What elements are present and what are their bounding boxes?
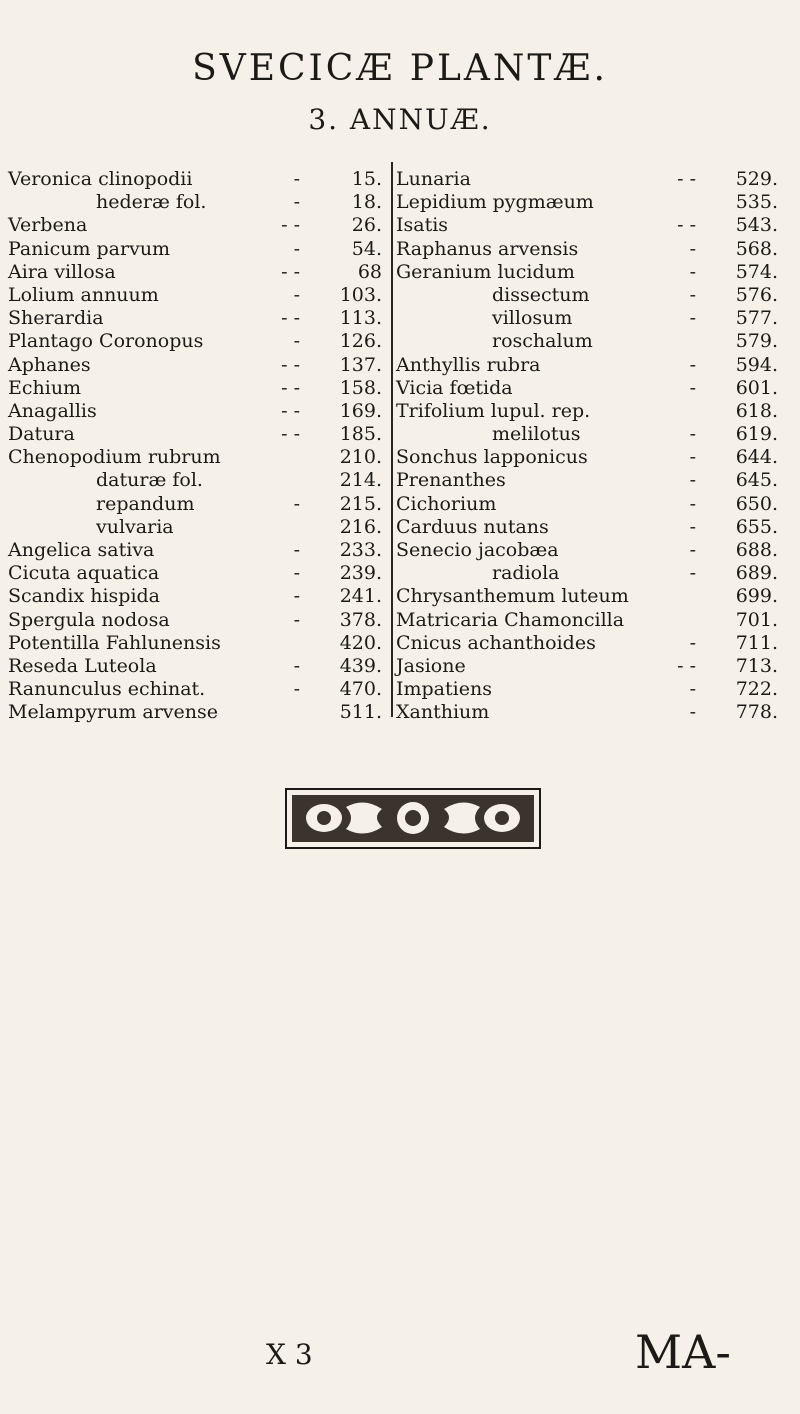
entry-number: 54. <box>351 237 382 260</box>
entry-number: 511. <box>339 701 382 724</box>
entry-number: 470. <box>339 678 382 701</box>
list-item <box>396 539 792 562</box>
leader-dash: - <box>689 562 696 585</box>
plant-name: Reseda Luteola <box>8 654 157 677</box>
entry-number: 126. <box>339 330 382 353</box>
entry-number: 655. <box>735 515 778 538</box>
leader-dash: - <box>689 376 696 399</box>
list-item <box>396 261 792 284</box>
leader-dash: - - <box>281 353 300 376</box>
plant-name: Anthyllis rubra <box>396 353 541 376</box>
entry-number: 210. <box>339 446 382 469</box>
plant-name: Cichorium <box>396 492 497 515</box>
entry-number: 577. <box>735 307 778 330</box>
plant-name: Plantago Coronopus <box>8 330 204 353</box>
list-item <box>396 516 792 539</box>
list-item <box>8 191 390 214</box>
list-item <box>8 423 390 446</box>
leader-dash: - <box>293 492 300 515</box>
leader-dash: - <box>689 631 696 654</box>
leader-dash: - <box>689 283 696 306</box>
leader-dash: - - <box>281 214 300 237</box>
leader-dash: - <box>689 515 696 538</box>
entry-number: 535. <box>735 191 778 214</box>
entry-number: 26. <box>351 214 382 237</box>
list-item <box>396 168 792 191</box>
entry-number: 713. <box>735 654 778 677</box>
plant-name: Sonchus lapponicus <box>396 446 588 469</box>
leader-dash: - - <box>281 423 300 446</box>
leader-dash: - - <box>677 214 696 237</box>
entry-number: 378. <box>339 608 382 631</box>
plant-name: Scandix hispida <box>8 585 161 608</box>
list-item <box>396 469 792 492</box>
entry-number: 711. <box>735 631 778 654</box>
list-item <box>396 214 792 237</box>
entry-number: 239. <box>339 562 382 585</box>
left-column <box>8 168 390 725</box>
plant-name: Anagallis <box>8 399 97 422</box>
leader-dash: - <box>293 168 300 190</box>
list-item <box>396 377 792 400</box>
list-item <box>396 632 792 655</box>
leader-dash: - <box>689 539 696 561</box>
list-item <box>396 354 792 377</box>
list-item <box>8 655 390 678</box>
leader-dash: - <box>689 423 696 446</box>
leader-dash: - <box>293 191 300 214</box>
entry-number: 601. <box>735 376 778 399</box>
plant-name: Raphanus arvensis <box>396 237 579 260</box>
entry-number: 576. <box>735 283 778 306</box>
leader-dash: - <box>293 237 300 260</box>
leader-dash: - <box>689 446 696 469</box>
list-item <box>396 191 792 214</box>
entry-number: 645. <box>735 469 778 492</box>
entry-number: 618. <box>735 399 778 422</box>
plant-name: Veronica clinopodii <box>8 168 193 190</box>
entry-number: 778. <box>735 701 778 724</box>
entry-number: 158. <box>339 376 382 399</box>
plant-name: Prenanthes <box>396 469 506 492</box>
plant-name: Impatiens <box>396 678 492 701</box>
list-item <box>8 330 390 353</box>
plant-name: Cicuta aquatica <box>8 562 160 585</box>
entry-number: 688. <box>735 539 778 561</box>
right-column <box>396 168 792 725</box>
list-item <box>8 493 390 516</box>
plant-name: repandum <box>96 492 195 515</box>
plant-name: Ranunculus echinat. <box>8 678 206 701</box>
entry-number: 169. <box>339 399 382 422</box>
plant-name: Senecio jacobæa <box>396 539 559 561</box>
entry-number: 568. <box>735 237 778 260</box>
signature-mark: X 3 <box>266 1338 313 1371</box>
entry-number: 529. <box>735 168 778 190</box>
plant-name: Datura <box>8 423 75 446</box>
leader-dash: - <box>689 701 696 724</box>
column-divider <box>391 162 393 717</box>
plant-name: roschalum <box>492 330 593 353</box>
entry-number: 113. <box>339 307 382 330</box>
plant-name: Jasione <box>396 654 466 677</box>
list-item <box>396 493 792 516</box>
entry-number: 543. <box>735 214 778 237</box>
plant-name: daturæ fol. <box>96 469 203 492</box>
list-item <box>8 261 390 284</box>
list-item <box>8 446 390 469</box>
entry-number: 216. <box>339 515 382 538</box>
entry-number: 594. <box>735 353 778 376</box>
list-item <box>8 307 390 330</box>
list-item <box>8 516 390 539</box>
leader-dash: - <box>293 585 300 608</box>
list-item <box>396 423 792 446</box>
list-item <box>396 330 792 353</box>
plant-name: villosum <box>492 307 573 330</box>
list-item <box>396 585 792 608</box>
list-item <box>396 284 792 307</box>
leader-dash: - <box>293 283 300 306</box>
list-item <box>396 609 792 632</box>
list-item <box>8 214 390 237</box>
entry-number: 103. <box>339 283 382 306</box>
leader-dash: - <box>689 469 696 492</box>
entry-number: 644. <box>735 446 778 469</box>
list-item <box>8 632 390 655</box>
leader-dash: - <box>689 237 696 260</box>
plant-name: vulvaria <box>96 515 174 538</box>
plant-name: Aira villosa <box>8 260 116 283</box>
leader-dash: - <box>293 608 300 631</box>
leader-dash: - <box>689 353 696 376</box>
list-item <box>396 655 792 678</box>
leader-dash: - - <box>281 399 300 422</box>
entry-number: 699. <box>735 585 778 608</box>
plant-name: Cnicus achanthoides <box>396 631 596 654</box>
section-heading: 3. ANNUÆ. <box>308 103 492 136</box>
plant-name: Melampyrum arvense <box>8 701 219 724</box>
list-item <box>8 562 390 585</box>
list-item <box>396 678 792 701</box>
list-item <box>8 609 390 632</box>
list-item <box>8 238 390 261</box>
plant-name: Trifolium lupul. rep. <box>396 399 591 422</box>
entry-number: 137. <box>339 353 382 376</box>
leader-dash: - <box>689 307 696 330</box>
leader-dash: - <box>689 260 696 283</box>
list-item <box>8 539 390 562</box>
leader-dash: - - <box>281 260 300 283</box>
entry-number: 439. <box>339 654 382 677</box>
plant-name: Angelica sativa <box>8 539 155 561</box>
leader-dash: - <box>293 678 300 701</box>
leader-dash: - - <box>281 307 300 330</box>
list-item <box>396 446 792 469</box>
plant-name: Isatis <box>396 214 449 237</box>
list-item <box>8 284 390 307</box>
list-item <box>396 701 792 724</box>
entry-number: 214. <box>339 469 382 492</box>
leader-dash: - <box>293 330 300 353</box>
list-item <box>8 585 390 608</box>
leader-dash: - - <box>281 376 300 399</box>
entry-number: 579. <box>735 330 778 353</box>
entry-number: 701. <box>735 608 778 631</box>
plant-name: Panicum parvum <box>8 237 171 260</box>
entry-number: 18. <box>351 191 382 214</box>
list-item <box>396 238 792 261</box>
plant-name: Chenopodium rubrum <box>8 446 221 469</box>
entry-number: 233. <box>339 539 382 561</box>
leader-dash: - - <box>677 654 696 677</box>
list-item <box>8 701 390 724</box>
plant-name: Sherardia <box>8 307 104 330</box>
entry-number: 574. <box>735 260 778 283</box>
entry-number: 241. <box>339 585 382 608</box>
list-item <box>8 354 390 377</box>
plant-name: Spergula nodosa <box>8 608 170 631</box>
plant-name: dissectum <box>492 283 590 306</box>
plant-name: radiola <box>492 562 560 585</box>
plant-name: Aphanes <box>8 353 91 376</box>
leader-dash: - - <box>677 168 696 190</box>
leader-dash: - <box>689 678 696 701</box>
entry-number: 15. <box>351 168 382 190</box>
entry-number: 650. <box>735 492 778 515</box>
entry-number: 420. <box>339 631 382 654</box>
plant-name: Lolium annuum <box>8 283 159 306</box>
entry-number: 68 <box>357 260 382 283</box>
entry-number: 185. <box>339 423 382 446</box>
list-item <box>8 377 390 400</box>
plant-name: Carduus nutans <box>396 515 549 538</box>
plant-name: Potentilla Fahlunensis <box>8 631 221 654</box>
catchword: MA- <box>635 1325 731 1379</box>
page-title: SVECICÆ PLANTÆ. <box>192 48 608 89</box>
plant-name: Vicia fœtida <box>396 376 513 399</box>
plant-name: Verbena <box>8 214 88 237</box>
plant-name: melilotus <box>492 423 581 446</box>
list-item <box>8 168 390 191</box>
entry-number: 689. <box>735 562 778 585</box>
entry-number: 619. <box>735 423 778 446</box>
plant-name: Lepidium pygmæum <box>396 191 594 214</box>
list-item <box>8 678 390 701</box>
plant-name: Matricaria Chamoncilla <box>396 608 625 631</box>
plant-name: Echium <box>8 376 82 399</box>
leader-dash: - <box>293 562 300 585</box>
plant-name: hederæ fol. <box>96 191 207 214</box>
list-item <box>8 469 390 492</box>
leader-dash: - <box>293 654 300 677</box>
list-item <box>396 400 792 423</box>
plant-name: Geranium lucidum <box>396 260 575 283</box>
plant-name: Xanthium <box>396 701 490 724</box>
leader-dash: - <box>689 492 696 515</box>
plant-name: Chrysanthemum luteum <box>396 585 629 608</box>
list-item <box>8 400 390 423</box>
list-item <box>396 307 792 330</box>
decorative-ornament <box>284 787 542 850</box>
entry-number: 215. <box>339 492 382 515</box>
leader-dash: - <box>293 539 300 561</box>
list-item <box>396 562 792 585</box>
entry-number: 722. <box>735 678 778 701</box>
plant-name: Lunaria <box>396 168 471 190</box>
